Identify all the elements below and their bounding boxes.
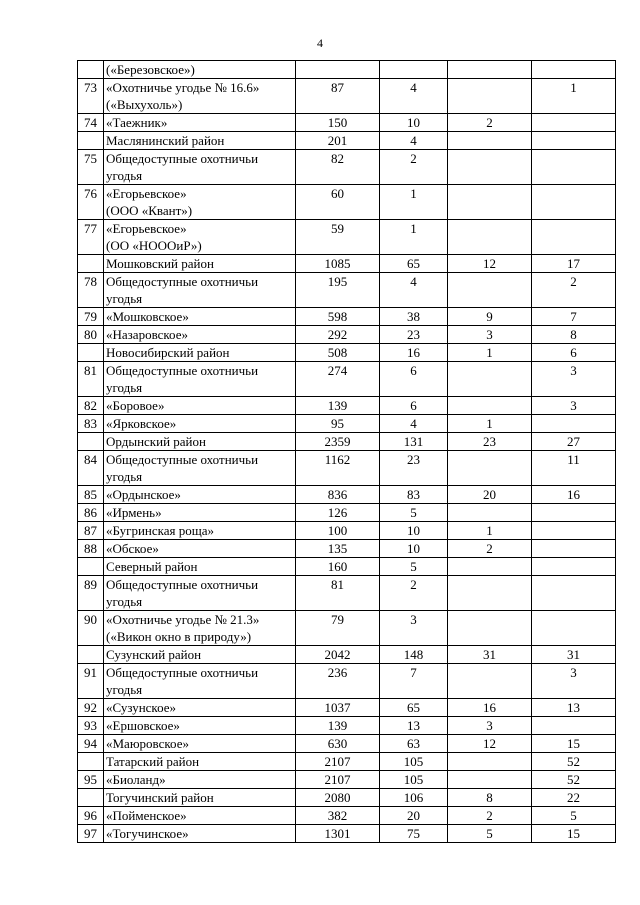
value-cell-c1: 508 [296, 344, 380, 362]
value-cell-c4 [532, 540, 616, 558]
value-cell-c3: 5 [448, 825, 532, 843]
table-row [78, 699, 616, 717]
row-name-line: «Биоланд» [106, 772, 166, 787]
value-cell-c4: 5 [532, 807, 616, 825]
value-cell-c2: 13 [380, 717, 448, 735]
value-cell-c3: 1 [448, 344, 532, 362]
value-cell-c3: 12 [448, 255, 532, 273]
row-name-line: угодья [106, 380, 143, 395]
row-name-line: Татарский район [106, 754, 200, 769]
value-cell-c1: 2359 [296, 433, 380, 451]
table-row [78, 611, 616, 646]
row-name-cell [104, 717, 296, 735]
value-cell-c4 [532, 132, 616, 150]
value-cell-c2: 1 [380, 185, 448, 220]
value-cell-c3: 31 [448, 646, 532, 664]
value-cell-c1: 100 [296, 522, 380, 540]
row-name-line: «Охотничье угодье № 21.3» [106, 612, 260, 627]
value-cell-c2: 4 [380, 132, 448, 150]
value-cell-c3 [448, 220, 532, 255]
row-number: 75 [78, 150, 104, 185]
value-cell-c4: 13 [532, 699, 616, 717]
value-cell-c4 [532, 611, 616, 646]
row-number: 90 [78, 611, 104, 646]
row-number: 88 [78, 540, 104, 558]
table-row [78, 717, 616, 735]
row-name-line: «Сузунское» [106, 700, 177, 715]
value-cell-c4: 15 [532, 735, 616, 753]
value-cell-c3 [448, 79, 532, 114]
row-name-line: (ООО «Квант») [106, 203, 193, 218]
row-name-line: Общедоступные охотничьи [106, 363, 259, 378]
hunting-grounds-table [77, 60, 616, 843]
row-name-cell [104, 362, 296, 397]
value-cell-c2: 4 [380, 415, 448, 433]
row-name-line: «Обское» [106, 541, 159, 556]
table-row [78, 433, 616, 451]
row-name-cell [104, 486, 296, 504]
row-name-line: «Охотничье угодье № 16.6» [106, 80, 260, 95]
row-name-line: Тогучинский район [106, 790, 214, 805]
value-cell-c3 [448, 771, 532, 789]
row-name-cell [104, 185, 296, 220]
value-cell-c2: 23 [380, 326, 448, 344]
row-name-line: «Ирмень» [106, 505, 162, 520]
value-cell-c2: 5 [380, 558, 448, 576]
value-cell-c1: 79 [296, 611, 380, 646]
value-cell-c4 [532, 61, 616, 79]
value-cell-c2: 38 [380, 308, 448, 326]
row-name-line: «Егорьевское» [106, 221, 187, 236]
row-name-cell [104, 558, 296, 576]
value-cell-c2: 10 [380, 522, 448, 540]
value-cell-c3 [448, 150, 532, 185]
value-cell-c1: 95 [296, 415, 380, 433]
row-name-line: угодья [106, 291, 143, 306]
row-number: 83 [78, 415, 104, 433]
row-name-line: Общедоступные охотничьи [106, 274, 259, 289]
row-name-line: «Тогучинское» [106, 826, 189, 841]
value-cell-c3: 2 [448, 540, 532, 558]
value-cell-c2: 10 [380, 114, 448, 132]
row-name-line: «Ершовское» [106, 718, 180, 733]
row-name-line: «Назаровское» [106, 327, 188, 342]
row-name-line: («Березовское») [106, 62, 195, 77]
value-cell-c3: 20 [448, 486, 532, 504]
row-name-line: угодья [106, 469, 143, 484]
value-cell-c2: 105 [380, 771, 448, 789]
table-row [78, 664, 616, 699]
table-row [78, 753, 616, 771]
table-row [78, 576, 616, 611]
value-cell-c4 [532, 558, 616, 576]
row-number [78, 344, 104, 362]
value-cell-c4 [532, 717, 616, 735]
value-cell-c2: 23 [380, 451, 448, 486]
row-number [78, 132, 104, 150]
row-number: 97 [78, 825, 104, 843]
value-cell-c1: 2107 [296, 753, 380, 771]
value-cell-c4: 22 [532, 789, 616, 807]
table-row [78, 326, 616, 344]
row-name-line: Общедоступные охотничьи [106, 665, 259, 680]
row-name-line: Сузунский район [106, 647, 202, 662]
value-cell-c2: 65 [380, 699, 448, 717]
value-cell-c3 [448, 273, 532, 308]
table-row [78, 558, 616, 576]
value-cell-c1: 598 [296, 308, 380, 326]
value-cell-c4: 8 [532, 326, 616, 344]
row-name-line: «Ордынское» [106, 487, 181, 502]
value-cell-c2: 4 [380, 79, 448, 114]
value-cell-c2: 16 [380, 344, 448, 362]
value-cell-c3 [448, 185, 532, 220]
row-number [78, 255, 104, 273]
value-cell-c1: 1037 [296, 699, 380, 717]
value-cell-c3: 9 [448, 308, 532, 326]
value-cell-c4: 7 [532, 308, 616, 326]
value-cell-c2: 105 [380, 753, 448, 771]
value-cell-c1: 135 [296, 540, 380, 558]
row-name-line: угодья [106, 168, 143, 183]
row-name-cell [104, 415, 296, 433]
value-cell-c1: 195 [296, 273, 380, 308]
value-cell-c3: 2 [448, 807, 532, 825]
table-row [78, 504, 616, 522]
value-cell-c4: 3 [532, 362, 616, 397]
value-cell-c1: 82 [296, 150, 380, 185]
row-number: 84 [78, 451, 104, 486]
value-cell-c4: 27 [532, 433, 616, 451]
row-number: 96 [78, 807, 104, 825]
value-cell-c1: 201 [296, 132, 380, 150]
table-row [78, 789, 616, 807]
value-cell-c4 [532, 415, 616, 433]
value-cell-c4: 6 [532, 344, 616, 362]
value-cell-c3: 12 [448, 735, 532, 753]
value-cell-c1: 2042 [296, 646, 380, 664]
value-cell-c4: 16 [532, 486, 616, 504]
value-cell-c2: 7 [380, 664, 448, 699]
value-cell-c2: 1 [380, 220, 448, 255]
value-cell-c4 [532, 576, 616, 611]
row-name-cell [104, 576, 296, 611]
value-cell-c3 [448, 397, 532, 415]
value-cell-c4: 1 [532, 79, 616, 114]
row-name-cell [104, 255, 296, 273]
table-row [78, 255, 616, 273]
table-row [78, 79, 616, 114]
row-number: 78 [78, 273, 104, 308]
table-row [78, 397, 616, 415]
table-row [78, 486, 616, 504]
value-cell-c4: 15 [532, 825, 616, 843]
value-cell-c4: 3 [532, 664, 616, 699]
value-cell-c4: 31 [532, 646, 616, 664]
row-name-cell [104, 132, 296, 150]
table-row [78, 451, 616, 486]
value-cell-c3: 3 [448, 717, 532, 735]
row-name-cell [104, 344, 296, 362]
row-name-cell [104, 150, 296, 185]
value-cell-c1: 836 [296, 486, 380, 504]
value-cell-c1: 150 [296, 114, 380, 132]
table-body [78, 61, 616, 843]
row-name-line: «Егорьевское» [106, 186, 187, 201]
row-name-line: Общедоступные охотничьи [106, 452, 259, 467]
row-name-cell [104, 664, 296, 699]
row-name-cell [104, 807, 296, 825]
row-name-cell [104, 451, 296, 486]
row-name-line: («Викон окно в природу») [106, 629, 252, 644]
value-cell-c2: 6 [380, 397, 448, 415]
value-cell-c2: 2 [380, 576, 448, 611]
row-name-cell [104, 771, 296, 789]
row-number: 82 [78, 397, 104, 415]
value-cell-c2: 148 [380, 646, 448, 664]
row-number: 89 [78, 576, 104, 611]
table-row [78, 522, 616, 540]
row-number [78, 433, 104, 451]
value-cell-c3 [448, 753, 532, 771]
row-name-line: «Боровое» [106, 398, 165, 413]
row-name-cell [104, 397, 296, 415]
row-number: 79 [78, 308, 104, 326]
table-row [78, 308, 616, 326]
row-name-line: «Ярковское» [106, 416, 177, 431]
row-name-cell [104, 611, 296, 646]
value-cell-c2: 3 [380, 611, 448, 646]
row-number: 73 [78, 79, 104, 114]
value-cell-c3 [448, 451, 532, 486]
row-name-line: «Таежник» [106, 115, 168, 130]
row-number: 86 [78, 504, 104, 522]
value-cell-c1: 126 [296, 504, 380, 522]
row-number: 76 [78, 185, 104, 220]
row-name-line: Мошковский район [106, 256, 214, 271]
row-number: 80 [78, 326, 104, 344]
row-name-line: «Маюровское» [106, 736, 189, 751]
table-row [78, 61, 616, 79]
value-cell-c1: 139 [296, 717, 380, 735]
value-cell-c1: 81 [296, 576, 380, 611]
value-cell-c1: 1162 [296, 451, 380, 486]
row-name-cell [104, 433, 296, 451]
row-name-cell [104, 61, 296, 79]
table-row [78, 220, 616, 255]
value-cell-c1: 2107 [296, 771, 380, 789]
table-row [78, 771, 616, 789]
value-cell-c2: 75 [380, 825, 448, 843]
value-cell-c2: 10 [380, 540, 448, 558]
row-name-cell [104, 540, 296, 558]
value-cell-c2: 2 [380, 150, 448, 185]
row-name-cell [104, 789, 296, 807]
value-cell-c4 [532, 185, 616, 220]
value-cell-c3 [448, 362, 532, 397]
table-row [78, 735, 616, 753]
value-cell-c3 [448, 611, 532, 646]
value-cell-c1: 236 [296, 664, 380, 699]
value-cell-c1: 1085 [296, 255, 380, 273]
row-name-line: «Бугринская роща» [106, 523, 215, 538]
table-row [78, 185, 616, 220]
row-name-cell [104, 504, 296, 522]
row-number: 94 [78, 735, 104, 753]
value-cell-c3: 8 [448, 789, 532, 807]
row-name-cell [104, 114, 296, 132]
value-cell-c2: 6 [380, 362, 448, 397]
value-cell-c2: 5 [380, 504, 448, 522]
value-cell-c1: 274 [296, 362, 380, 397]
value-cell-c1: 2080 [296, 789, 380, 807]
value-cell-c1: 60 [296, 185, 380, 220]
row-number [78, 789, 104, 807]
table-row [78, 415, 616, 433]
row-number: 85 [78, 486, 104, 504]
row-name-line: Общедоступные охотничьи [106, 151, 259, 166]
value-cell-c3: 2 [448, 114, 532, 132]
row-name-line: «Пойменское» [106, 808, 187, 823]
row-name-cell [104, 825, 296, 843]
row-number [78, 646, 104, 664]
table-row [78, 273, 616, 308]
row-name-line: угодья [106, 594, 143, 609]
value-cell-c4: 17 [532, 255, 616, 273]
table-row [78, 807, 616, 825]
value-cell-c2: 63 [380, 735, 448, 753]
value-cell-c3 [448, 504, 532, 522]
value-cell-c1: 139 [296, 397, 380, 415]
value-cell-c3: 1 [448, 415, 532, 433]
row-number: 87 [78, 522, 104, 540]
value-cell-c4: 52 [532, 753, 616, 771]
value-cell-c1: 59 [296, 220, 380, 255]
row-name-cell [104, 646, 296, 664]
value-cell-c3 [448, 132, 532, 150]
row-name-line: Ордынский район [106, 434, 206, 449]
row-number: 91 [78, 664, 104, 699]
value-cell-c4 [532, 150, 616, 185]
value-cell-c1: 1301 [296, 825, 380, 843]
value-cell-c3 [448, 558, 532, 576]
row-name-cell [104, 220, 296, 255]
value-cell-c3: 3 [448, 326, 532, 344]
table-row [78, 132, 616, 150]
value-cell-c3: 16 [448, 699, 532, 717]
row-name-cell [104, 735, 296, 753]
value-cell-c2: 20 [380, 807, 448, 825]
row-number: 77 [78, 220, 104, 255]
value-cell-c2: 65 [380, 255, 448, 273]
value-cell-c4: 3 [532, 397, 616, 415]
row-name-line: Новосибирский район [106, 345, 230, 360]
value-cell-c2 [380, 61, 448, 79]
row-name-cell [104, 326, 296, 344]
row-name-line: («Выхухоль») [106, 97, 183, 112]
row-number [78, 558, 104, 576]
value-cell-c2: 4 [380, 273, 448, 308]
row-name-cell [104, 79, 296, 114]
row-number: 93 [78, 717, 104, 735]
table-row [78, 114, 616, 132]
value-cell-c4: 52 [532, 771, 616, 789]
value-cell-c3 [448, 61, 532, 79]
table-row [78, 150, 616, 185]
page-number: 4 [317, 36, 323, 50]
value-cell-c1: 382 [296, 807, 380, 825]
value-cell-c2: 83 [380, 486, 448, 504]
value-cell-c3: 23 [448, 433, 532, 451]
value-cell-c4 [532, 522, 616, 540]
value-cell-c1: 160 [296, 558, 380, 576]
row-number: 92 [78, 699, 104, 717]
row-number: 95 [78, 771, 104, 789]
table-row [78, 344, 616, 362]
row-number: 74 [78, 114, 104, 132]
value-cell-c2: 106 [380, 789, 448, 807]
row-name-line: Общедоступные охотничьи [106, 577, 259, 592]
row-name-cell [104, 699, 296, 717]
value-cell-c3 [448, 576, 532, 611]
value-cell-c4 [532, 220, 616, 255]
row-name-line: «Мошковское» [106, 309, 189, 324]
value-cell-c4: 2 [532, 273, 616, 308]
row-name-cell [104, 522, 296, 540]
row-name-line: Северный район [106, 559, 198, 574]
table-row [78, 646, 616, 664]
row-name-line: Маслянинский район [106, 133, 225, 148]
value-cell-c2: 131 [380, 433, 448, 451]
row-name-line: (ОО «НОООиР») [106, 238, 202, 253]
value-cell-c1 [296, 61, 380, 79]
value-cell-c4: 11 [532, 451, 616, 486]
table-row [78, 825, 616, 843]
value-cell-c3: 1 [448, 522, 532, 540]
row-name-cell [104, 308, 296, 326]
row-number [78, 61, 104, 79]
value-cell-c4 [532, 504, 616, 522]
row-number [78, 753, 104, 771]
table-row [78, 540, 616, 558]
row-number: 81 [78, 362, 104, 397]
value-cell-c1: 292 [296, 326, 380, 344]
value-cell-c1: 87 [296, 79, 380, 114]
row-name-cell [104, 273, 296, 308]
value-cell-c3 [448, 664, 532, 699]
row-name-cell [104, 753, 296, 771]
row-name-line: угодья [106, 682, 143, 697]
value-cell-c4 [532, 114, 616, 132]
value-cell-c1: 630 [296, 735, 380, 753]
table-row [78, 362, 616, 397]
